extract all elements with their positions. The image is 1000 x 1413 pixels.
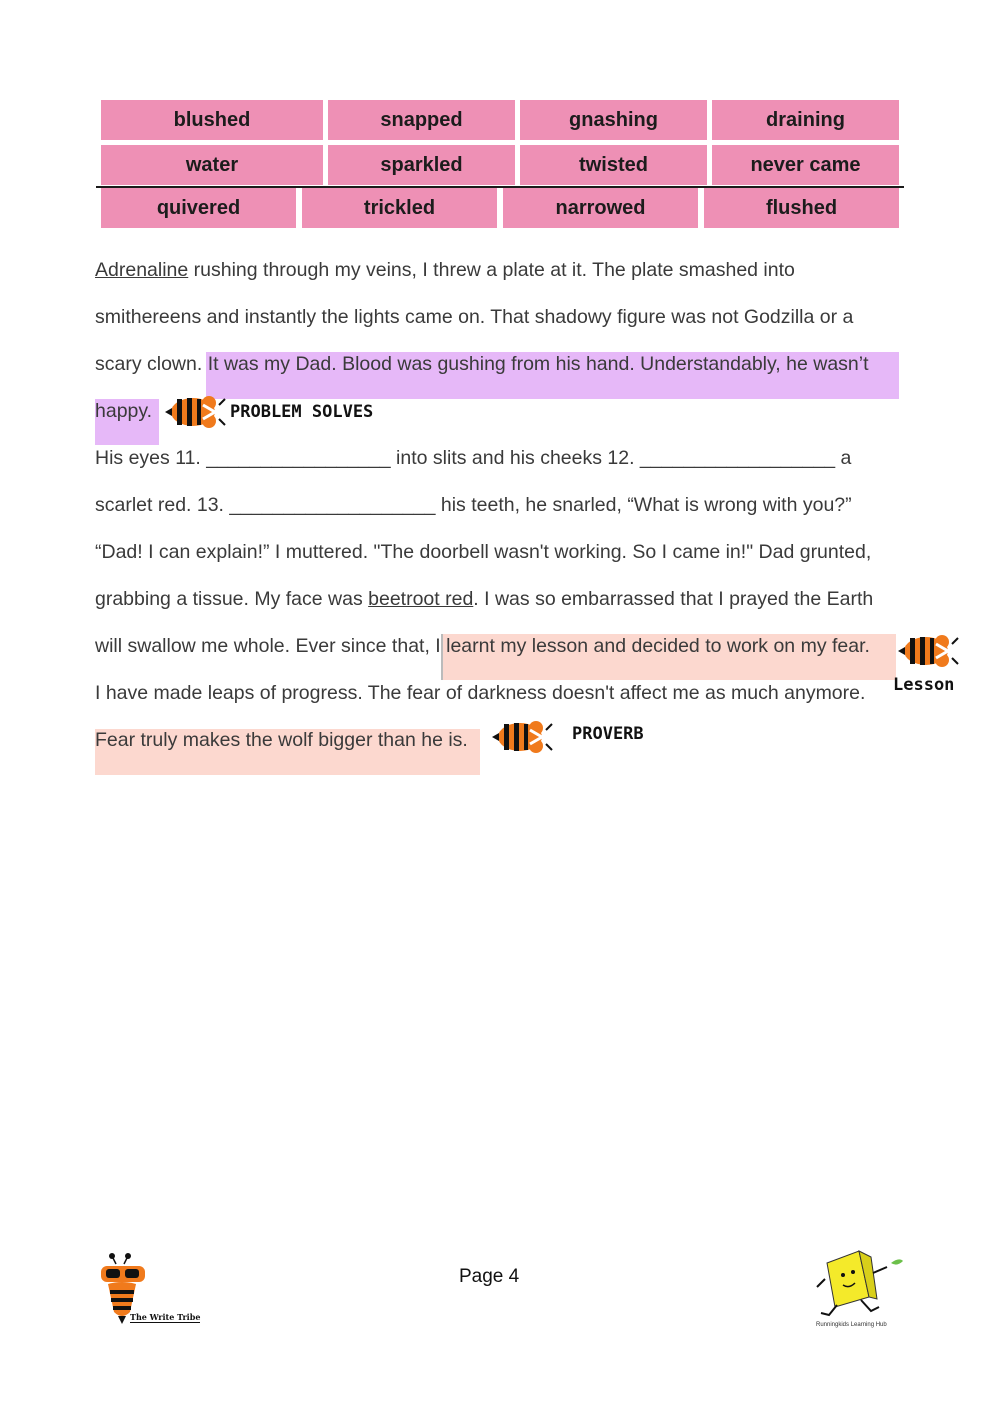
word-cell: snapped [328, 100, 515, 140]
word-cell: twisted [520, 145, 707, 185]
vocab-adrenaline: Adrenaline [95, 259, 189, 281]
word-cell: never came [712, 145, 899, 185]
runningkids-logo-icon [815, 1245, 905, 1320]
word-cell: water [101, 145, 323, 185]
word-cell: flushed [704, 188, 899, 228]
story-line: “Dad! I can explain!” I muttered. "The doorbell wasn't working. So I came in!" Dad grunted, [95, 541, 872, 563]
page-number: Page 4 [459, 1266, 520, 1287]
vocab-beetroot-red: beetroot red [368, 588, 474, 610]
word-cell: narrowed [503, 188, 698, 228]
problem-tag: PROBLEM SOLVES [230, 402, 374, 422]
lesson-tag: Lesson [893, 675, 955, 695]
word-cell: blushed [101, 100, 323, 140]
word-cell: trickled [302, 188, 497, 228]
bee-icon [163, 389, 229, 433]
proverb-tag: PROVERB [572, 724, 644, 744]
word-cell: quivered [101, 188, 296, 228]
word-cell: draining [712, 100, 899, 140]
bee-icon [490, 714, 556, 758]
story-line: happy. [95, 400, 153, 422]
left-brand: The Write Tribe [130, 1312, 201, 1322]
story-line: grabbing a tissue. My face was beetroot red. I was so embarrassed that I prayed the Earth [95, 588, 874, 610]
story-line: scary clown. It was my Dad. Blood was gushing from his hand. Understandably, he wasn’t [95, 353, 869, 375]
word-cell: gnashing [520, 100, 707, 140]
story-line: scarlet red. 13. ___________________ his teeth, he snarled, “What is wrong with you?” [95, 494, 852, 516]
story-line: I have made leaps of progress. The fear of darkness doesn't affect me as much anymore. [95, 682, 866, 704]
word-cell: sparkled [328, 145, 515, 185]
bee-icon [896, 628, 962, 672]
story-line: will swallow me whole. Ever since that, I learnt my lesson and decided to work on my fear. [95, 635, 870, 657]
story-line: smithereens and instantly the lights came on. That shadowy figure was not Godzilla or a [95, 306, 854, 328]
story-line: Adrenaline rushing through my veins, I threw a plate at it. The plate smashed into [95, 259, 795, 281]
story-line: Fear truly makes the wolf bigger than he is. [95, 729, 468, 751]
story-line: His eyes 11. _________________ into slits and his cheeks 12. __________________ a [95, 447, 852, 469]
right-brand: Runningkids Learning Hub [816, 1322, 887, 1328]
